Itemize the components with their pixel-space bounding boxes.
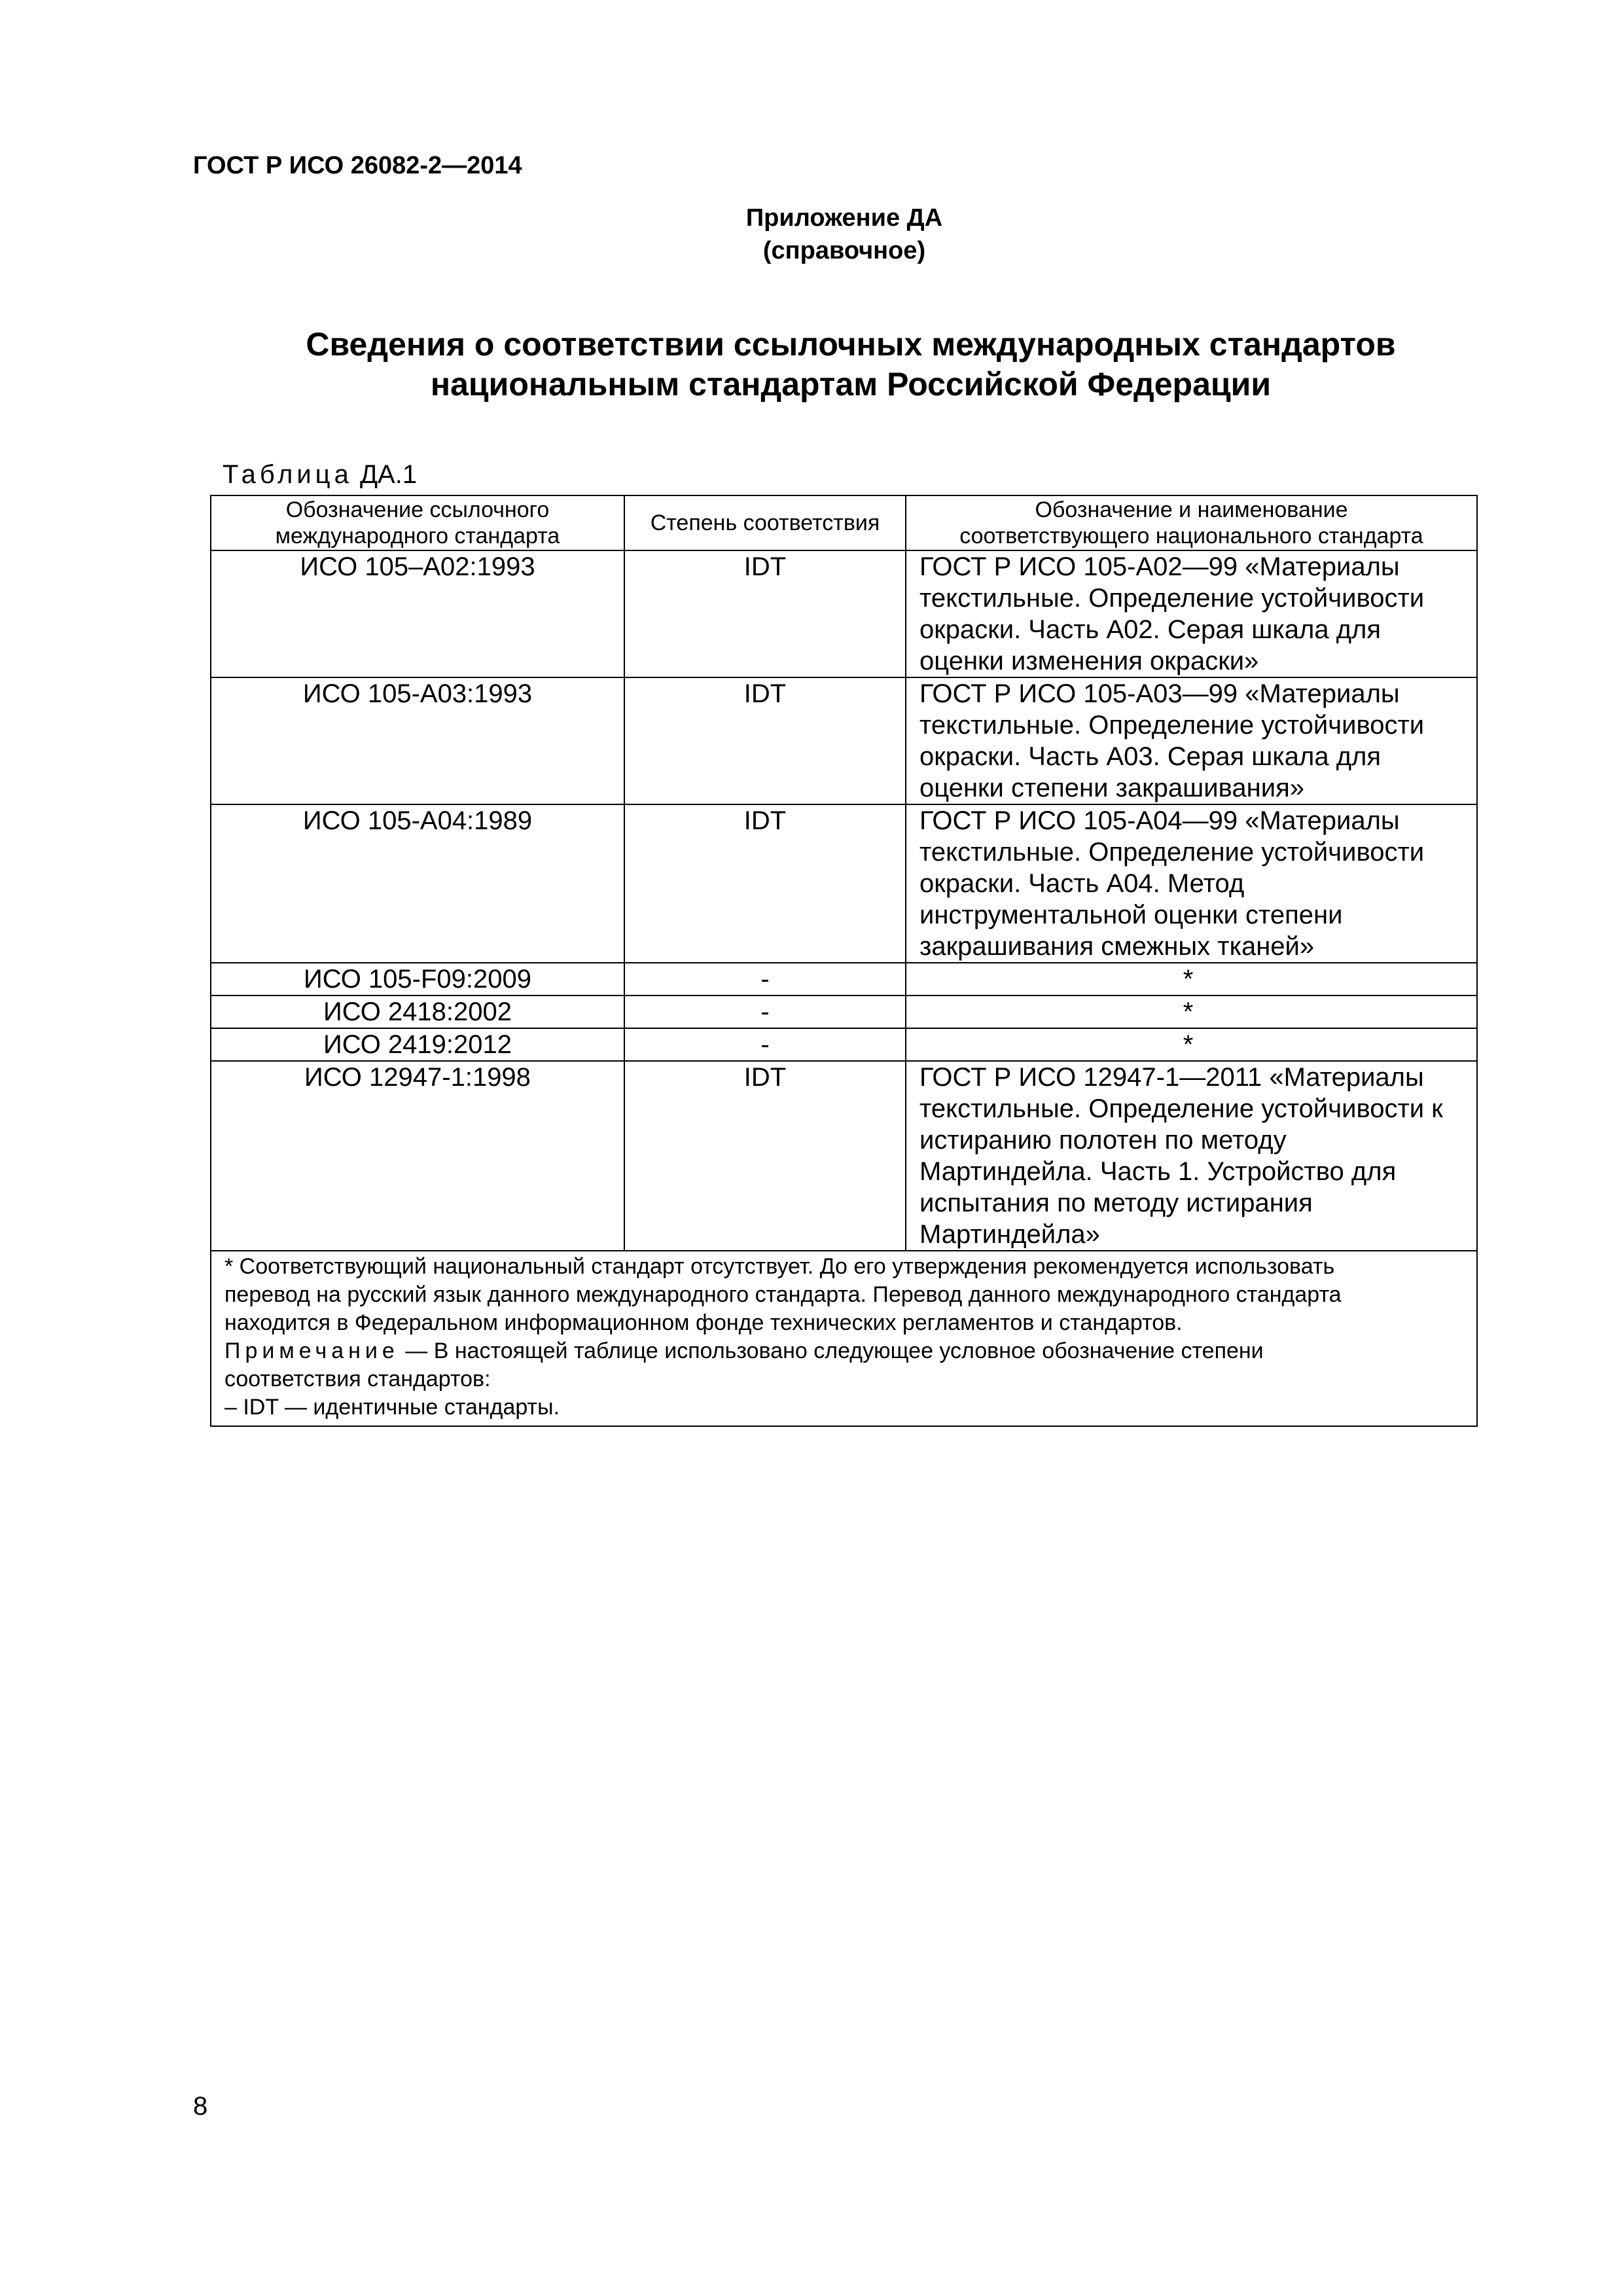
table-footnote-row bbox=[211, 1251, 1477, 1426]
national-line: текстильные. Определение устойчивости bbox=[919, 838, 1425, 867]
national-line: инструментальной оценки степени bbox=[919, 901, 1343, 929]
section-title-line-2: национальным стандартам Российской Федерации bbox=[430, 366, 1272, 403]
national-line: Мартиндейла. Часть 1. Устройство для bbox=[919, 1157, 1397, 1186]
table-header-row bbox=[211, 495, 1477, 550]
table-caption-number: ДА.1 bbox=[359, 460, 418, 489]
table-row bbox=[211, 677, 1477, 804]
cell-intl-standard: ИСО 105–А02:1993 bbox=[211, 550, 624, 677]
cell-degree: IDT bbox=[624, 804, 906, 963]
cell-degree: IDT bbox=[624, 550, 906, 677]
national-line: Мартиндейла» bbox=[919, 1220, 1100, 1249]
national-line: оценки изменения окраски» bbox=[919, 647, 1259, 675]
cell-degree: - bbox=[624, 963, 906, 996]
cell-degree: IDT bbox=[624, 1061, 906, 1251]
cell-national-standard: * bbox=[906, 963, 1477, 996]
table-caption bbox=[223, 460, 417, 490]
cell-degree: - bbox=[624, 1028, 906, 1061]
national-line: окраски. Часть А02. Серая шкала для bbox=[919, 615, 1382, 644]
cell-national-standard: * bbox=[906, 996, 1477, 1028]
cell-national-standard bbox=[906, 804, 1477, 963]
footnote-line: находится в Федеральном информационном фонде технических регламентов и стандартов. bbox=[224, 1310, 1183, 1335]
cell-national-standard bbox=[906, 1061, 1477, 1251]
footnote-line: перевод на русский язык данного международного стандарта. Перевод данного международного стандарта bbox=[224, 1282, 1342, 1307]
table-row bbox=[211, 804, 1477, 963]
note-line-2: соответствия стандартов: bbox=[224, 1367, 491, 1391]
note-text: — В настоящей таблице использовано следующее условное обозначение степени bbox=[405, 1338, 1264, 1363]
cell-intl-standard: ИСО 105-А03:1993 bbox=[211, 677, 624, 804]
annex-title: Приложение ДА bbox=[745, 204, 943, 232]
national-line: закрашивания смежных тканей» bbox=[919, 932, 1315, 961]
cell-intl-standard: ИСО 105-А04:1989 bbox=[211, 804, 624, 963]
cell-degree: - bbox=[624, 996, 906, 1028]
header-intl-line-1: Обозначение ссылочного bbox=[285, 497, 550, 522]
national-line: ГОСТ Р ИСО 105-А03—99 «Материалы bbox=[919, 679, 1400, 708]
footnote-line: * Соответствующий национальный стандарт отсутствует. До его утверждения рекомендуется использовать bbox=[224, 1254, 1335, 1279]
cell-intl-standard: ИСО 2418:2002 bbox=[211, 996, 624, 1028]
cell-degree: IDT bbox=[624, 677, 906, 804]
national-line: ГОСТ Р ИСО 12947-1—2011 «Материалы bbox=[919, 1063, 1424, 1092]
header-degree-label: Степень соответствия bbox=[650, 511, 880, 535]
cell-national-standard bbox=[906, 550, 1477, 677]
national-line: текстильные. Определение устойчивости bbox=[919, 711, 1425, 740]
page-number: 8 bbox=[193, 2092, 208, 2121]
national-line: испытания по методу истирания bbox=[919, 1189, 1313, 1217]
cell-national-standard bbox=[906, 677, 1477, 804]
national-line: истиранию полотен по методу bbox=[919, 1126, 1287, 1155]
header-intl-line-2: международного стандарта bbox=[275, 524, 560, 548]
note-label: Примечание bbox=[224, 1338, 399, 1363]
section-title-line-1: Сведения о соответствии ссылочных международных стандартов bbox=[306, 326, 1396, 363]
table-caption-word: Таблица bbox=[223, 460, 353, 489]
note-line-1 bbox=[224, 1337, 1463, 1365]
table-row bbox=[211, 1028, 1477, 1061]
table-footnote bbox=[211, 1251, 1477, 1426]
header-national-line-2: соответствующего национального стандарта bbox=[959, 524, 1423, 548]
table-row bbox=[211, 963, 1477, 996]
national-line: окраски. Часть А03. Серая шкала для bbox=[919, 742, 1382, 771]
national-line: текстильные. Определение устойчивости к bbox=[919, 1094, 1443, 1123]
cell-intl-standard: ИСО 105-F09:2009 bbox=[211, 963, 624, 996]
header-degree bbox=[624, 495, 906, 550]
national-line: текстильные. Определение устойчивости bbox=[919, 584, 1425, 613]
note-line-3: – IDT — идентичные стандарты. bbox=[224, 1395, 560, 1420]
table-row bbox=[211, 996, 1477, 1028]
document-code-header: ГОСТ Р ИСО 26082-2—2014 bbox=[193, 152, 522, 179]
national-line: оценки степени закрашивания» bbox=[919, 774, 1304, 802]
header-intl-standard bbox=[211, 495, 624, 550]
annex-type: (справочное) bbox=[762, 237, 926, 264]
national-line: окраски. Часть А04. Метод bbox=[919, 869, 1245, 898]
cell-intl-standard: ИСО 2419:2012 bbox=[211, 1028, 624, 1061]
header-national-standard bbox=[906, 495, 1477, 550]
cell-intl-standard: ИСО 12947-1:1998 bbox=[211, 1061, 624, 1251]
table-row bbox=[211, 550, 1477, 677]
table-row bbox=[211, 1061, 1477, 1251]
correspondence-table bbox=[210, 495, 1478, 1427]
national-line: ГОСТ Р ИСО 105-А02—99 «Материалы bbox=[919, 552, 1400, 581]
header-national-line-1: Обозначение и наименование bbox=[1035, 497, 1348, 522]
cell-national-standard: * bbox=[906, 1028, 1477, 1061]
national-line: ГОСТ Р ИСО 105-А04—99 «Материалы bbox=[919, 806, 1400, 835]
